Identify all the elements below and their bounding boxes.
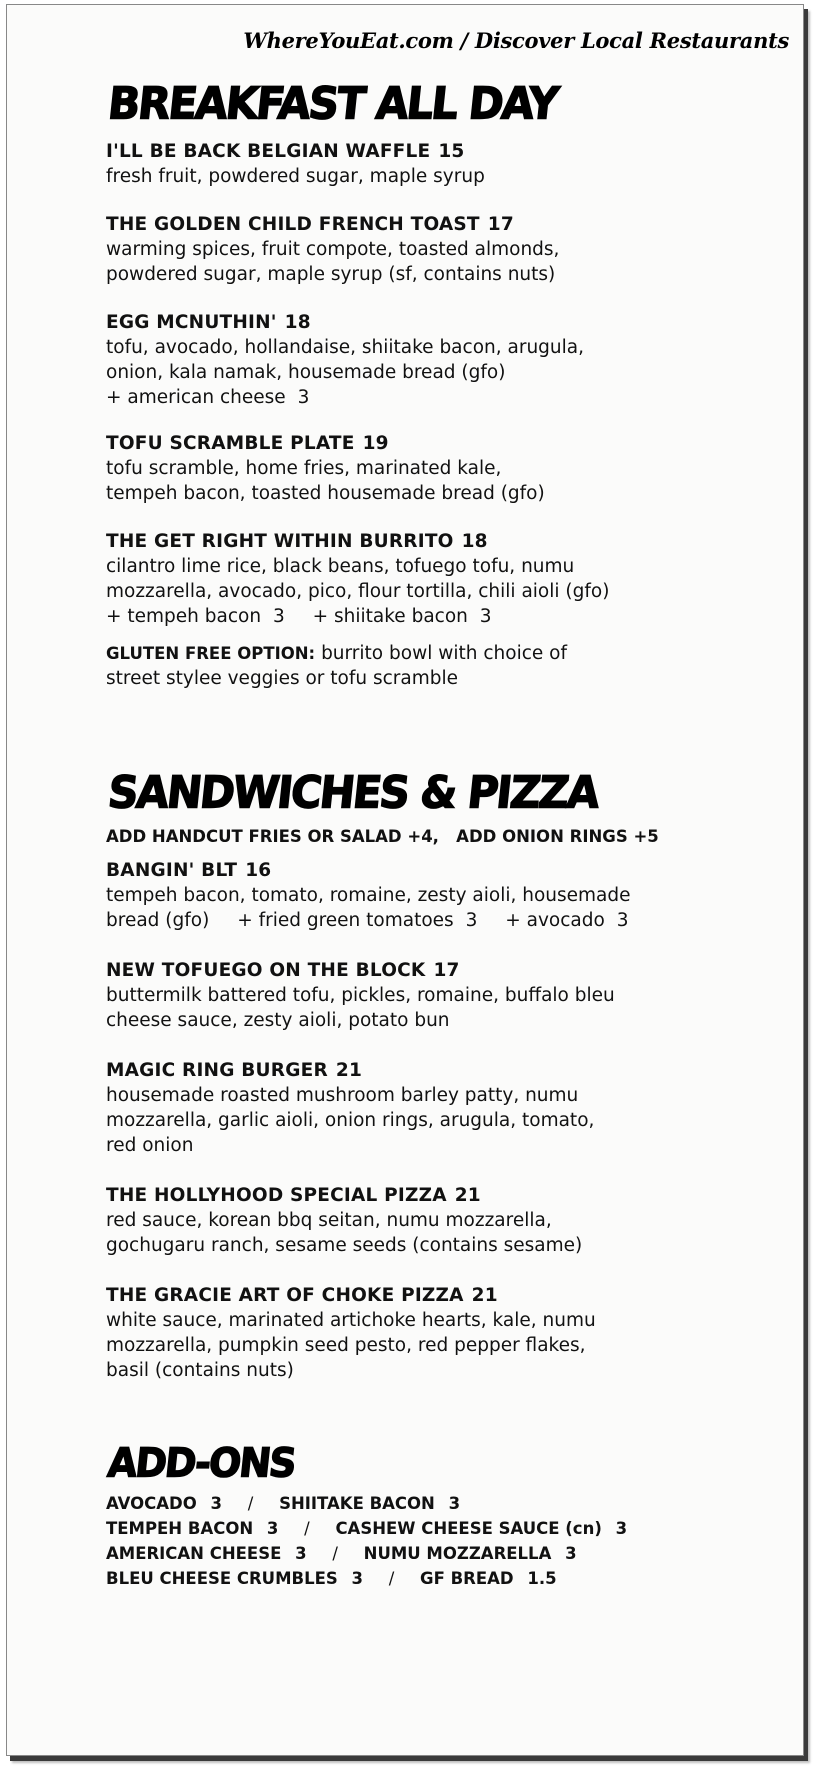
addon-label: CASHEW CHEESE SAUCE (cn) [335, 1519, 602, 1538]
item-desc: warming spices, fruit compote, toasted almonds, [106, 239, 560, 260]
item-desc: tempeh bacon, toasted housemade bread (gfo) [106, 483, 545, 504]
menu-item [106, 311, 746, 410]
addon-price: 3 [616, 910, 629, 931]
item-desc: tempeh bacon, tomato, romaine, zesty aioli, housemade [106, 885, 631, 906]
addon-price: 3 [272, 606, 285, 627]
item-price: 15 [438, 141, 465, 162]
item-desc: gochugaru ranch, sesame seeds (contains sesame) [106, 1235, 583, 1256]
item-name: THE GET RIGHT WITHIN BURRITO [106, 531, 454, 552]
addon-label: SHIITAKE BACON [279, 1494, 435, 1513]
addon-separator: / [332, 1544, 338, 1563]
item-desc: powdered sugar, maple syrup (sf, contains nuts) [106, 264, 556, 285]
addon-price: 3 [266, 1519, 279, 1538]
menu-item [106, 1184, 746, 1258]
item-price: 17 [433, 960, 460, 981]
addon-label: + american cheese [106, 387, 286, 408]
addon-price: 3 [448, 1494, 461, 1513]
item-addons [106, 385, 746, 410]
item-desc: basil (contains nuts) [106, 1360, 294, 1381]
item-price: 21 [471, 1285, 498, 1306]
item-desc: tofu scramble, home fries, marinated kale, [106, 458, 502, 479]
item-name: I'LL BE BACK BELGIAN WAFFLE [106, 141, 431, 162]
item-price: 16 [245, 860, 272, 881]
item-desc: buttermilk battered tofu, pickles, romaine, buffalo bleu [106, 985, 615, 1006]
addon-price: 3 [465, 910, 478, 931]
menu-item [106, 140, 746, 189]
addon-price: 3 [615, 1519, 628, 1538]
addon-label: BLEU CHEESE CRUMBLES [106, 1569, 338, 1588]
menu-item [106, 959, 746, 1033]
menu-item [106, 1284, 746, 1383]
item-desc: onion, kala namak, housemade bread (gfo) [106, 362, 506, 383]
item-desc: cheese sauce, zesty aioli, potato bun [106, 1010, 450, 1031]
addon-label: AMERICAN CHEESE [106, 1544, 282, 1563]
sandwiches-title: SANDWICHES & PIZZA [105, 766, 601, 819]
item-name: EGG MCNUTHIN' [106, 312, 277, 333]
item-price: 21 [454, 1185, 481, 1206]
addons-title: ADD-ONS [105, 1439, 297, 1487]
item-name: THE GRACIE ART OF CHOKE PIZZA [106, 1285, 464, 1306]
gf-desc: burrito bowl with choice of [321, 643, 567, 664]
addon-price: 1.5 [527, 1569, 557, 1588]
addon-label: AVOCADO [106, 1494, 197, 1513]
gluten-free-option [106, 641, 746, 691]
menu-item [106, 432, 746, 506]
item-desc: fresh fruit, powdered sugar, maple syrup [106, 166, 485, 187]
menu-content [105, 77, 746, 1591]
item-desc: mozzarella, pumpkin seed pesto, red pepper flakes, [106, 1335, 586, 1356]
item-name: THE HOLLYHOOD SPECIAL PIZZA [106, 1185, 447, 1206]
item-desc: red sauce, korean bbq seitan, numu mozzarella, [106, 1210, 552, 1231]
menu-item [106, 213, 746, 287]
addon-separator: / [388, 1569, 395, 1588]
item-price: 21 [335, 1060, 363, 1081]
addon-price: 3 [351, 1569, 363, 1588]
sides-note: ADD HANDCUT FRIES OR SALAD +4, ADD ONION RINGS +5 [106, 827, 659, 846]
item-addons [106, 908, 746, 933]
site-header: WhereYouEat.com / Discover Local Restaurants [243, 28, 789, 53]
item-addons [106, 604, 746, 629]
item-desc: housemade roasted mushroom barley patty, numu [106, 1085, 579, 1106]
breakfast-title: BREAKFAST ALL DAY [105, 77, 560, 130]
addon-label: + tempeh bacon [106, 606, 262, 627]
addon-price: 3 [210, 1494, 222, 1513]
addons-row [106, 1491, 746, 1516]
addon-separator: / [247, 1494, 254, 1513]
addon-label: + fried green tomatoes [237, 910, 454, 931]
item-desc: bread (gfo) [106, 910, 210, 931]
addon-label: TEMPEH BACON [106, 1519, 254, 1538]
item-desc: cilantro lime rice, black beans, tofuego tofu, numu [106, 556, 575, 577]
addon-label: GF BREAD [420, 1569, 514, 1588]
addons-row [106, 1516, 746, 1541]
item-desc: white sauce, marinated artichoke hearts, kale, numu [106, 1310, 596, 1331]
item-name: MAGIC RING BURGER [106, 1060, 328, 1081]
addon-price: 3 [297, 387, 310, 408]
addon-price: 3 [565, 1544, 577, 1563]
item-desc: mozzarella, garlic aioli, onion rings, arugula, tomato, [106, 1110, 595, 1131]
addons-row [106, 1541, 746, 1566]
addons-list [106, 1491, 746, 1591]
item-name: BANGIN' BLT [106, 860, 238, 881]
addon-label: NUMU MOZZARELLA [363, 1544, 552, 1563]
addons-row [106, 1566, 746, 1591]
item-desc: mozzarella, avocado, pico, flour tortilla, chili aioli (gfo) [106, 581, 610, 602]
item-price: 17 [487, 214, 514, 235]
item-name: TOFU SCRAMBLE PLATE [106, 433, 355, 454]
addon-label: + shiitake bacon [312, 606, 468, 627]
item-desc: tofu, avocado, hollandaise, shiitake bacon, arugula, [106, 337, 584, 358]
menu-item [106, 530, 746, 629]
item-desc: red onion [106, 1135, 194, 1156]
menu-item [106, 1059, 746, 1158]
gf-label: GLUTEN FREE OPTION: [106, 644, 316, 663]
item-name: NEW TOFUEGO ON THE BLOCK [106, 960, 426, 981]
addon-price: 3 [295, 1544, 307, 1563]
item-price: 18 [461, 531, 488, 552]
addon-price: 3 [479, 606, 492, 627]
addon-separator: / [304, 1519, 310, 1538]
item-price: 19 [362, 433, 389, 454]
menu-item [106, 859, 746, 933]
gf-desc: street stylee veggies or tofu scramble [106, 668, 459, 689]
item-price: 18 [284, 312, 311, 333]
addon-label: + avocado [505, 910, 605, 931]
item-name: THE GOLDEN CHILD FRENCH TOAST [106, 214, 480, 235]
